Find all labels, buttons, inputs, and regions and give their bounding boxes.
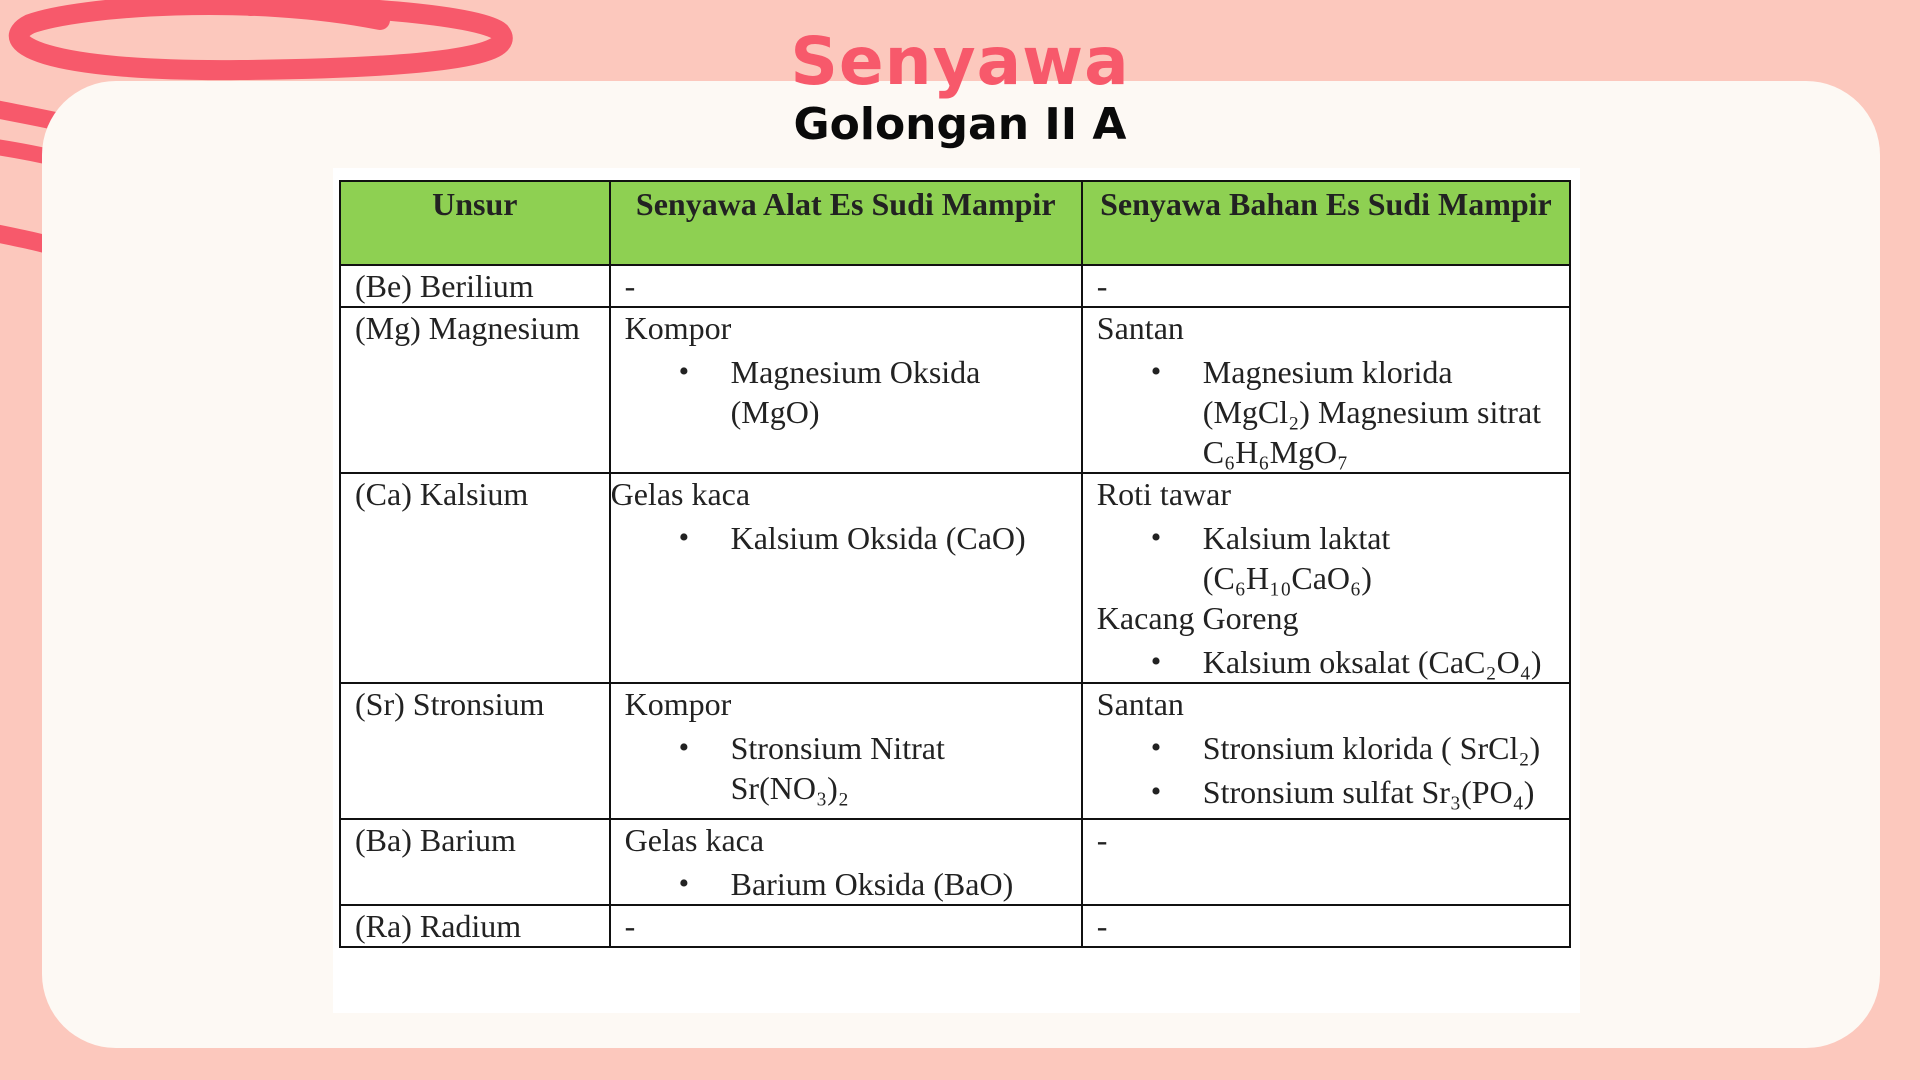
- cell-unsur: (Ra) Radium: [340, 905, 610, 947]
- page-title: Senyawa: [790, 23, 1130, 100]
- table-row: [340, 683, 1570, 819]
- table-row: [340, 307, 1570, 473]
- cell-group-label: Roti tawar: [1096, 476, 1231, 512]
- bullet-list: [1097, 518, 1555, 598]
- bullet-list: [625, 864, 1067, 904]
- bullet-list: [625, 518, 1067, 558]
- cell-group-label: Gelas kaca: [610, 476, 751, 512]
- cell-bahan: [1082, 819, 1570, 905]
- bullet-item: • Stronsium sulfat Sr₃(PO₄): [1097, 772, 1555, 812]
- cell-alat: [610, 683, 1082, 819]
- cell-unsur: (Ca) Kalsium: [340, 473, 610, 683]
- header-alat: Senyawa Alat Es Sudi Mampir: [610, 181, 1082, 265]
- bullet-item: • Stronsium klorida ( SrCl₂): [1097, 728, 1555, 768]
- table-container: [333, 168, 1580, 1013]
- cell-unsur: (Ba) Barium: [340, 819, 610, 905]
- bullet-item: • Barium Oksida (BaO): [625, 864, 1067, 904]
- table-row: [340, 819, 1570, 905]
- cell-unsur: (Mg) Magnesium: [340, 307, 610, 473]
- cell-group-label: Gelas kaca: [624, 822, 765, 858]
- cell-bahan: [1082, 683, 1570, 819]
- cell-unsur: (Sr) Stronsium: [340, 683, 610, 819]
- cell-bahan: [1082, 307, 1570, 473]
- table-body: [340, 265, 1570, 947]
- cell-group-label: Kompor: [624, 310, 732, 346]
- cell-alat: [610, 307, 1082, 473]
- bullet-list: [625, 728, 1067, 808]
- cell-bahan: [1082, 265, 1570, 307]
- cell-alat: [610, 819, 1082, 905]
- cell-group-label: Santan: [1096, 310, 1184, 346]
- cell-bahan: [1082, 473, 1570, 683]
- bullet-list: [1097, 728, 1555, 812]
- cell-alat: [610, 905, 1082, 947]
- cell-text: -: [1096, 268, 1108, 304]
- cell-group-label: Santan: [1096, 686, 1184, 722]
- page-subtitle: Golongan II A: [793, 99, 1127, 150]
- bullet-list: [625, 352, 1067, 432]
- cell-group-label: Kacang Goreng: [1096, 600, 1299, 636]
- cell-alat: [610, 473, 1082, 683]
- bullet-item: • Magnesium Oksida (MgO): [625, 352, 1067, 432]
- bullet-item: • Kalsium laktat (C₆H₁₀CaO₆): [1097, 518, 1555, 598]
- cell-bahan: [1082, 905, 1570, 947]
- table-row: [340, 905, 1570, 947]
- bullet-item: • Kalsium oksalat (CaC₂O₄): [1097, 642, 1555, 682]
- cell-unsur: (Be) Berilium: [340, 265, 610, 307]
- header-unsur: Unsur: [340, 181, 610, 265]
- compound-table: [339, 180, 1571, 948]
- cell-text: -: [624, 908, 636, 944]
- table-row: [340, 265, 1570, 307]
- header-bahan: Senyawa Bahan Es Sudi Mampir: [1082, 181, 1570, 265]
- cell-group-label: Kompor: [624, 686, 732, 722]
- cell-text: -: [1096, 822, 1108, 858]
- bullet-list: [1097, 352, 1555, 472]
- bullet-item: • Magnesium klorida (MgCl₂) Magnesium sitrat C₆H₆MgO₇: [1097, 352, 1555, 472]
- table-header-row: [340, 181, 1570, 265]
- table-row: [340, 473, 1570, 683]
- bullet-item: • Stronsium Nitrat Sr(NO₃)₂: [625, 728, 1067, 808]
- cell-text: -: [1096, 908, 1108, 944]
- cell-text: -: [624, 268, 636, 304]
- bullet-list: [1097, 642, 1555, 682]
- cell-alat: [610, 265, 1082, 307]
- bullet-item: • Kalsium Oksida (CaO): [625, 518, 1067, 558]
